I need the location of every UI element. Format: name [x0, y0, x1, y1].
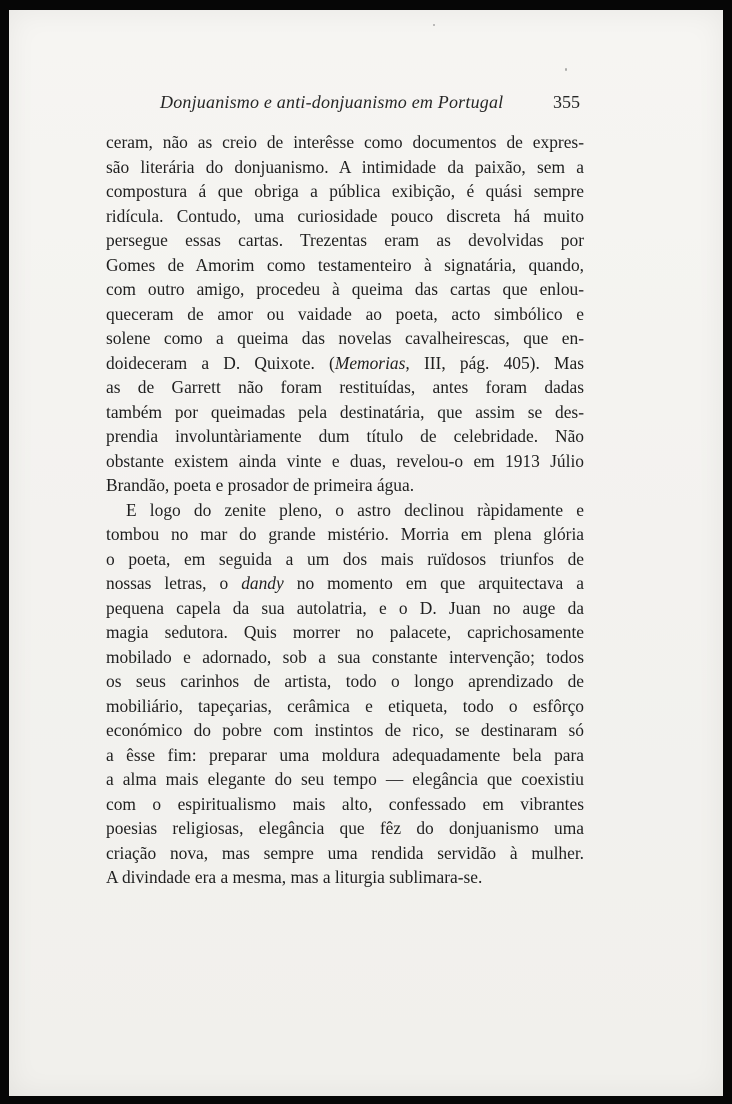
text-line: económico do pobre com instintos de rico, se destinaram só [106, 720, 584, 740]
text-line: mobiliário, tapeçarias, cerâmica e etiqueta, todo o esfôrço [106, 695, 584, 716]
page-header [160, 92, 580, 118]
text-line: persegue essas cartas. Trezentas eram as devolvidas por [106, 230, 584, 250]
text-line: com o espiritualismo mais alto, confessado em vibrantes [106, 793, 584, 814]
text-line: ceram, não as creio de interêsse como documentos de expres- [106, 132, 584, 152]
text-line: Gomes de Amorim como testamenteiro à signatária, quando, [106, 254, 584, 275]
text-line: as de Garrett não foram restituídas, antes foram dadas [106, 377, 584, 397]
text-line [106, 351, 584, 376]
text-line: pequena capela da sua autolatria, e o D. Juan no auge da [106, 597, 584, 618]
text-line: poesias religiosas, elegância que fêz do donjuanismo uma [106, 818, 584, 838]
text-line: obstante existem ainda vinte e duas, revelou-o em 1913 Júlio [106, 450, 584, 471]
text-segment: nossas letras, o [106, 573, 242, 593]
text-line [106, 571, 584, 596]
text-line: Brandão, poeta e prosador de primeira água. [106, 475, 415, 495]
text-line: compostura á que obriga a pública exibição, é quási sempre [106, 181, 584, 201]
ink-speck [565, 68, 567, 71]
text-segment: no momento em que arquitectava a [283, 573, 584, 593]
ink-speck [433, 24, 435, 26]
text-line: magia sedutora. Quis morrer no palacete, caprichosamente [106, 622, 584, 642]
text-line: são literária do donjuanismo. A intimidade da paixão, sem a [106, 156, 584, 177]
text-line: criação nova, mas sempre uma rendida servidão à mulher. [106, 842, 584, 863]
text-line: solene como a queima das novelas cavalheirescas, que en- [106, 328, 584, 348]
text-segment: doideceram a D. Quixote. ( [106, 352, 335, 373]
text-line: queceram de amor ou vaidade ao poeta, acto simbólico e [106, 303, 584, 324]
text-line: a êsse fim: preparar uma moldura adequadamente bela para [106, 744, 584, 765]
text-line: os seus carinhos de artista, todo o longo aprendizado de [106, 671, 584, 691]
paragraph-start-line: E logo do zenite pleno, o astro declinou ràpidamente e [126, 499, 584, 520]
text-line: a alma mais elegante do seu tempo — elegância que coexistiu [106, 769, 584, 789]
italic-word: dandy [241, 573, 284, 593]
text-line: também por queimadas pela destinatária, que assim se des- [106, 401, 584, 422]
text-line: mobilado e adornado, sob a sua constante intervenção; todos [106, 646, 584, 667]
text-line: A divindade era a mesma, mas a liturgia sublimara-se. [106, 867, 483, 887]
italic-citation: Memorias, [334, 352, 410, 373]
page-number: 355 [553, 92, 580, 112]
text-line: prendia involuntàriamente dum título de celebridade. Não [106, 426, 584, 446]
text-line: o poeta, em seguida a um dos mais ruïdosos triunfos de [106, 548, 584, 569]
running-title: Donjuanismo e anti-donjuanismo em Portugal [160, 92, 504, 112]
text-line: com outro amigo, procedeu à queima das cartas que enlou- [106, 279, 584, 299]
text-segment: III, pág. 405). Mas [409, 352, 585, 373]
text-line: tombou no mar do grande mistério. Morria em plena glória [106, 524, 584, 544]
body-text [106, 130, 584, 890]
text-line: ridícula. Contudo, uma curiosidade pouco discreta há muito [106, 205, 584, 226]
